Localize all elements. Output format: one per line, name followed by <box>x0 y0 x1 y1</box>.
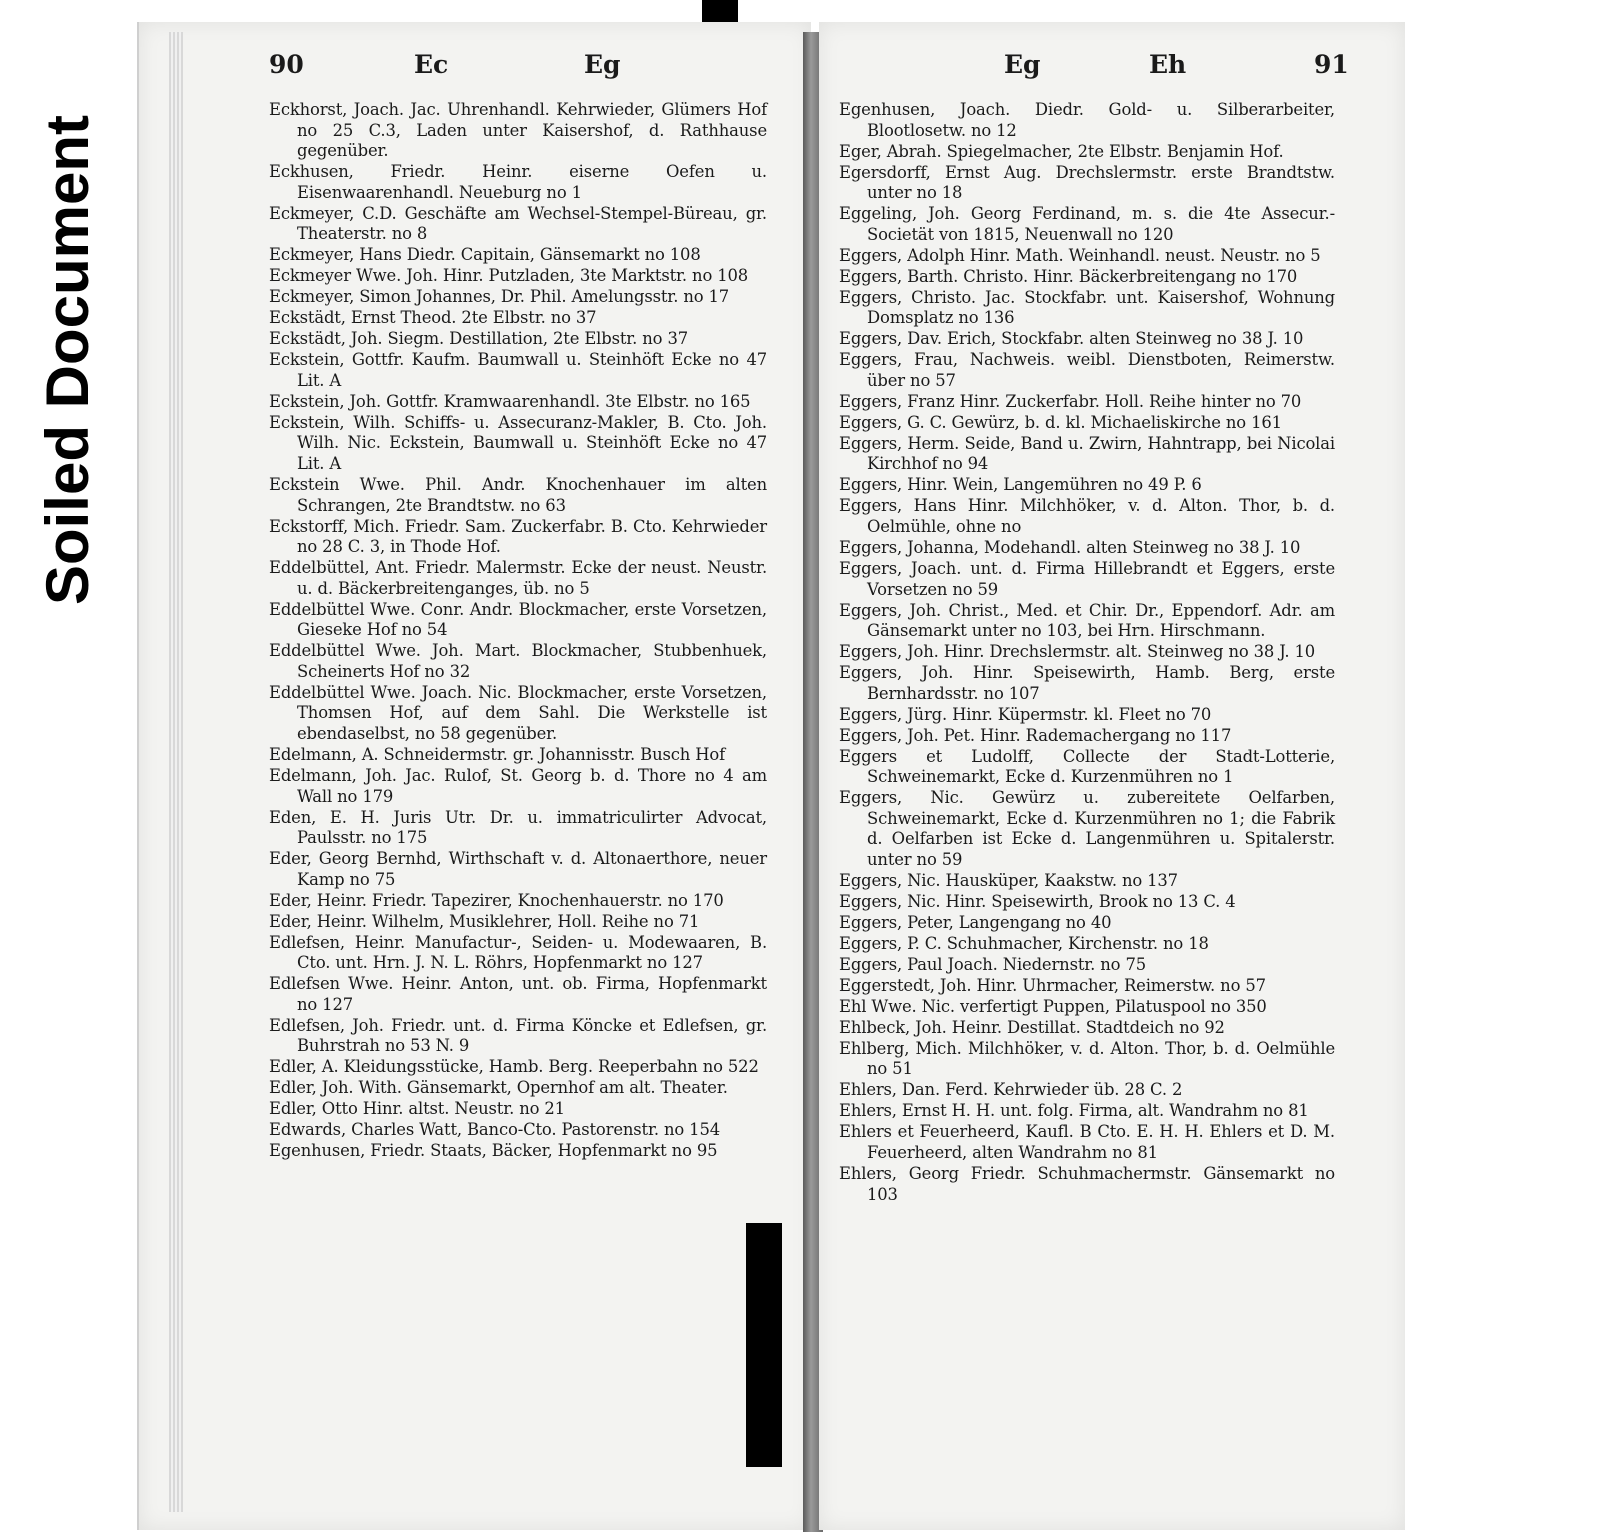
directory-entry: Eggers, P. C. Schuhmacher, Kirchenstr. no 18 <box>839 933 1209 953</box>
directory-entry: Eggers, Johanna, Modehandl. alten Steinweg no 38 J. 10 <box>839 537 1301 557</box>
directory-entry: Eddelbüttel Wwe. Conr. Andr. Blockmacher, erste Vorsetzen, Gieseke Hof no 54 <box>269 599 767 640</box>
directory-entry: Ehlers et Feuerheerd, Kaufl. B Cto. E. H. H. Ehlers et D. M. Feuerheerd, alten Wandrahm no 81 <box>839 1122 1335 1162</box>
directory-entry: Eckstädt, Ernst Theod. 2te Elbstr. no 37 <box>269 308 597 328</box>
right-entries-list <box>839 100 1335 1206</box>
directory-entry: Ehl Wwe. Nic. verfertigt Puppen, Pilatuspool no 350 <box>839 996 1267 1016</box>
directory-entry: Ehlers, Georg Friedr. Schuhmachermstr. Gänsemarkt no 103 <box>839 1163 1335 1204</box>
page-edges <box>169 32 183 1512</box>
directory-entry: Eggers, G. C. Gewürz, b. d. kl. Michaeliskirche no 161 <box>839 412 1282 432</box>
directory-entry: Edelmann, A. Schneidermstr. gr. Johannisstr. Busch Hof <box>269 745 726 765</box>
directory-entry: Eckmeyer, C.D. Geschäfte am Wechsel-Stempel-Büreau, gr. Theaterstr. no 8 <box>269 203 767 244</box>
directory-entry: Eggers, Nic. Hinr. Speisewirth, Brook no 13 C. 4 <box>839 891 1236 911</box>
directory-entry: Edlefsen, Heinr. Manufactur-, Seiden- u. Modewaaren, B. Cto. unt. Hrn. J. N. L. Röhrs, Hopfenmarkt no 127 <box>269 932 767 973</box>
directory-entry: Eddelbüttel Wwe. Joh. Mart. Blockmacher, Stubbenhuek, Scheinerts Hof no 32 <box>269 641 767 681</box>
directory-entry: Edler, Joh. With. Gänsemarkt, Opernhof am alt. Theater. <box>269 1078 728 1098</box>
directory-entry: Eckhorst, Joach. Jac. Uhrenhandl. Kehrwieder, Glümers Hof no 25 C.3, Laden unter Kaisershof, d. Rathhause gegenüber. <box>269 100 767 161</box>
directory-entry: Eckstein, Joh. Gottfr. Kramwaarenhandl. 3te Elbstr. no 165 <box>269 391 751 411</box>
directory-entry: Eggers, Hans Hinr. Milchhöker, v. d. Alton. Thor, b. d. Oelmühle, ohne no <box>839 496 1335 536</box>
directory-entry: Eddelbüttel, Ant. Friedr. Malermstr. Ecke der neust. Neustr. u. d. Bäckerbreitenganges, üb. no 5 <box>269 558 767 598</box>
directory-entry: Edler, Otto Hinr. altst. Neustr. no 21 <box>269 1099 565 1119</box>
directory-entry: Eggers, Barth. Christo. Hinr. Bäckerbreitengang no 170 <box>839 266 1298 286</box>
directory-entry: Eggers, Dav. Erich, Stockfabr. alten Steinweg no 38 J. 10 <box>839 329 1304 349</box>
directory-entry: Eggers, Jürg. Hinr. Küpermstr. kl. Fleet no 70 <box>839 704 1212 724</box>
directory-entry: Eder, Heinr. Friedr. Tapezirer, Knochenhauerstr. no 170 <box>269 890 724 910</box>
directory-entry: Eggeling, Joh. Georg Ferdinand, m. s. die 4te Assecur.-Societät von 1815, Neuenwall no 120 <box>839 204 1335 244</box>
directory-entry: Eggers et Ludolff, Collecte der Stadt-Lotterie, Schweinemarkt, Ecke d. Kurzenmühren no 1 <box>839 746 1335 787</box>
directory-entry: Eggers, Frau, Nachweis. weibl. Dienstboten, Reimerstw. über no 57 <box>839 350 1335 390</box>
directory-entry: Eger, Abrah. Spiegelmacher, 2te Elbstr. Benjamin Hof. <box>839 141 1284 161</box>
directory-entry: Eggers, Nic. Hausküper, Kaakstw. no 137 <box>839 870 1178 890</box>
directory-entry: Eggers, Joh. Hinr. Drechslermstr. alt. Steinweg no 38 J. 10 <box>839 642 1316 662</box>
directory-entry: Eggers, Adolph Hinr. Math. Weinhandl. neust. Neustr. no 5 <box>839 245 1321 265</box>
directory-entry: Eggers, Paul Joach. Niedernstr. no 75 <box>839 954 1147 974</box>
directory-entry: Eckstein Wwe. Phil. Andr. Knochenhauer im alten Schrangen, 2te Brandtstw. no 63 <box>269 474 767 515</box>
directory-entry: Eggers, Christo. Jac. Stockfabr. unt. Kaisershof, Wohnung Domsplatz no 136 <box>839 287 1335 328</box>
directory-entry: Eggers, Joh. Christ., Med. et Chir. Dr., Eppendorf. Adr. am Gänsemarkt unter no 103, bei Hrn. Hirschmann. <box>839 600 1335 641</box>
left-page <box>137 22 811 1530</box>
directory-entry: Eckmeyer, Hans Diedr. Capitain, Gänsemarkt no 108 <box>269 245 701 265</box>
directory-entry: Ehlers, Dan. Ferd. Kehrwieder üb. 28 C. 2 <box>839 1080 1183 1100</box>
directory-entry: Eckmeyer Wwe. Joh. Hinr. Putzladen, 3te Marktstr. no 108 <box>269 266 749 286</box>
directory-entry: Eder, Heinr. Wilhelm, Musiklehrer, Holl. Reihe no 71 <box>269 911 700 931</box>
directory-entry: Eckstädt, Joh. Siegm. Destillation, 2te Elbstr. no 37 <box>269 329 689 349</box>
directory-entry: Eggers, Franz Hinr. Zuckerfabr. Holl. Reihe hinter no 70 <box>839 391 1302 411</box>
directory-entry: Edler, A. Kleidungsstücke, Hamb. Berg. Reeperbahn no 522 <box>269 1057 759 1077</box>
directory-entry: Edwards, Charles Watt, Banco-Cto. Pastorenstr. no 154 <box>269 1120 721 1140</box>
right-header-left: Eg <box>1004 50 1041 79</box>
directory-entry: Eden, E. H. Juris Utr. Dr. u. immatriculirter Advocat, Paulsstr. no 175 <box>269 807 767 848</box>
right-page-number: 91 <box>1314 50 1349 79</box>
directory-entry: Eckstorff, Mich. Friedr. Sam. Zuckerfabr. B. Cto. Kehrwieder no 28 C. 3, in Thode Hof. <box>269 516 767 557</box>
directory-entry: Ehlbeck, Joh. Heinr. Destillat. Stadtdeich no 92 <box>839 1017 1225 1037</box>
soiled-document-label <box>34 100 101 620</box>
directory-entry: Eckhusen, Friedr. Heinr. eiserne Oefen u. Eisenwaarenhandl. Neueburg no 1 <box>269 162 767 202</box>
directory-entry: Egenhusen, Joach. Diedr. Gold- u. Silberarbeiter, Blootlosetw. no 12 <box>839 100 1335 140</box>
directory-entry: Edlefsen, Joh. Friedr. unt. d. Firma Köncke et Edlefsen, gr. Buhrstrah no 53 N. 9 <box>269 1015 767 1056</box>
directory-entry: Ehlberg, Mich. Milchhöker, v. d. Alton. Thor, b. d. Oelmühle no 51 <box>839 1038 1335 1079</box>
directory-entry: Eggers, Joh. Hinr. Speisewirth, Hamb. Berg, erste Bernhardsstr. no 107 <box>839 663 1335 703</box>
directory-entry: Egersdorff, Ernst Aug. Drechslermstr. erste Brandtstw. unter no 18 <box>839 162 1335 203</box>
left-header-right: Eg <box>584 50 621 79</box>
bottom-tape-strip <box>746 1223 782 1467</box>
directory-entry: Eddelbüttel Wwe. Joach. Nic. Blockmacher, erste Vorsetzen, Thomsen Hof, auf dem Sahl. Die Werkstelle ist ebendaselbst, no 58 gegenüber. <box>269 682 767 744</box>
directory-entry: Eggers, Joach. unt. d. Firma Hillebrandt et Eggers, erste Vorsetzen no 59 <box>839 558 1335 599</box>
directory-entry: Eggerstedt, Joh. Hinr. Uhrmacher, Reimerstw. no 57 <box>839 975 1266 995</box>
right-header-right: Eh <box>1149 50 1187 79</box>
directory-entry: Eder, Georg Bernhd, Wirthschaft v. d. Altonaerthore, neuer Kamp no 75 <box>269 849 767 889</box>
directory-entry: Eckstein, Gottfr. Kaufm. Baumwall u. Steinhöft Ecke no 47 Lit. A <box>269 350 767 390</box>
directory-entry: Eggers, Peter, Langengang no 40 <box>839 912 1112 932</box>
directory-entry: Eckmeyer, Simon Johannes, Dr. Phil. Amelungsstr. no 17 <box>269 287 730 307</box>
soiled-document-label-text: Soiled Document <box>34 114 101 606</box>
directory-entry: Ehlers, Ernst H. H. unt. folg. Firma, alt. Wandrahm no 81 <box>839 1101 1309 1121</box>
left-entries-list <box>269 100 767 1162</box>
directory-entry: Edelmann, Joh. Jac. Rulof, St. Georg b. d. Thore no 4 am Wall no 179 <box>269 766 767 806</box>
directory-entry: Eggers, Hinr. Wein, Langemühren no 49 P. 6 <box>839 475 1202 495</box>
directory-entry: Eggers, Herm. Seide, Band u. Zwirn, Hahntrapp, bei Nicolai Kirchhof no 94 <box>839 433 1335 474</box>
directory-entry: Eckstein, Wilh. Schiffs- u. Assecuranz-Makler, B. Cto. Joh. Wilh. Nic. Eckstein, Baumwall u. Steinhöft Ecke no 47 Lit. A <box>269 412 767 473</box>
left-page-number: 90 <box>269 50 304 79</box>
left-header-left: Ec <box>414 50 449 79</box>
right-page <box>819 22 1405 1530</box>
directory-entry: Edlefsen Wwe. Heinr. Anton, unt. ob. Firma, Hopfenmarkt no 127 <box>269 974 767 1014</box>
directory-entry: Eggers, Joh. Pet. Hinr. Rademachergang no 117 <box>839 725 1232 745</box>
directory-entry: Egenhusen, Friedr. Staats, Bäcker, Hopfenmarkt no 95 <box>269 1141 718 1161</box>
directory-entry: Eggers, Nic. Gewürz u. zubereitete Oelfarben, Schweinemarkt, Ecke d. Kurzenmühren no 1; die Fabrik d. Oelfarben ist Ecke d. Langenmühren u. Spitalerstr. unter no 59 <box>839 788 1335 869</box>
